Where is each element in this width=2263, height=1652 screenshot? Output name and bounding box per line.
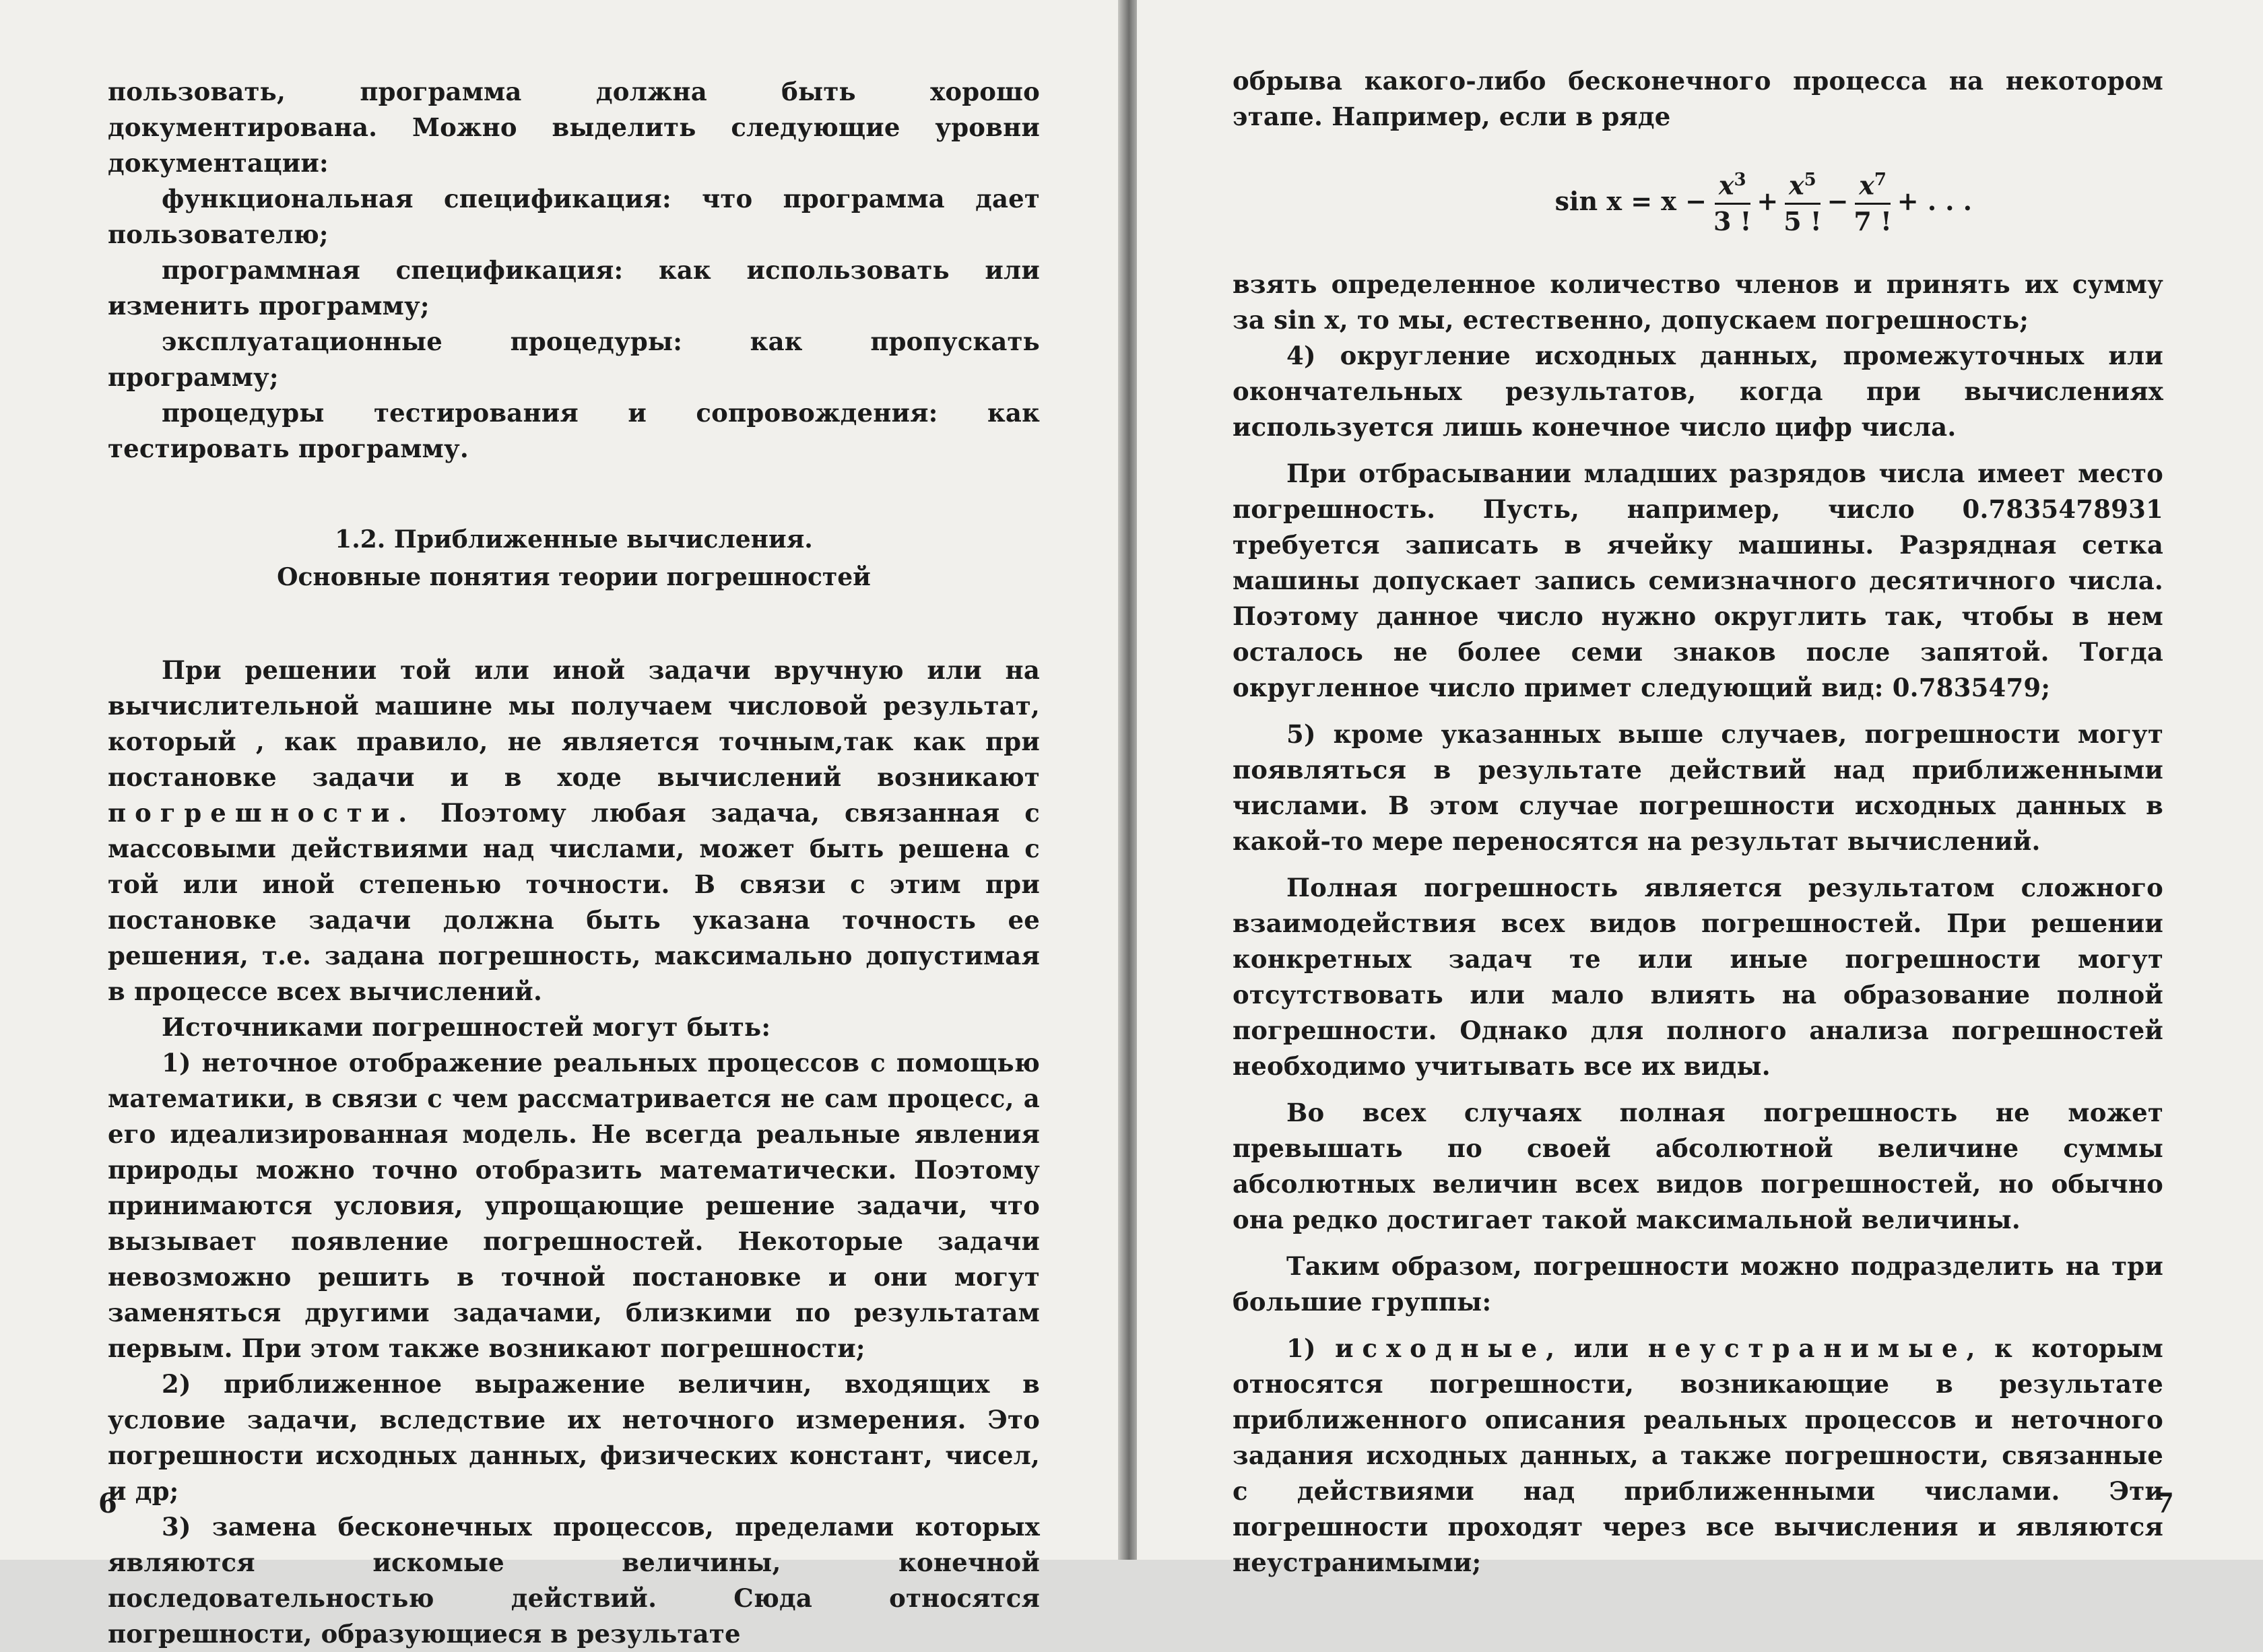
right-paragraph: При отбрасывании младших разрядов числа имеет место погрешность. Пусть, например, число 0.7835478931 требуется записать в ячейку машины. Разрядная сетка машины допускает запись семизначного десятичного числа. Поэтому данное число нужно округлить так, чтобы в нем осталось не более семи знаков после запятой. Тогда округленное число примет следующий вид: 0.7835479; bbox=[1233, 459, 2163, 702]
right-paragraph: 5) кроме указанных выше случаев, погрешности могут появляться в результате действий над приближенными числами. В этом случае погрешности исходных данных в какой-то мере переносятся на результат вычислений. bbox=[1233, 719, 2163, 856]
spaced-term: погрешности. bbox=[108, 798, 416, 828]
right-page bbox=[1137, 0, 2263, 1577]
left-paragraph: программная спецификация: как использовать или изменить программу; bbox=[108, 255, 1040, 321]
section-heading bbox=[108, 521, 1040, 596]
right-paragraph bbox=[1233, 1331, 2163, 1581]
right-paragraph: Таким образом, погрешности можно подразделить на три большие группы: bbox=[1233, 1251, 2163, 1317]
formula-tail: + . . . bbox=[1897, 185, 1972, 216]
formula-fraction bbox=[1713, 163, 1751, 238]
left-paragraph: 3) замена бесконечных процессов, пределами которых являются искомые величины, конечной последовательностью действий. Сюда относятся погрешности, образующиеся в результате bbox=[108, 1512, 1040, 1649]
fraction-denominator: 7 ! bbox=[1854, 205, 1892, 236]
left-paragraph: эксплуатационные процедуры: как пропускать программу; bbox=[108, 327, 1040, 392]
formula-fraction bbox=[1854, 163, 1891, 238]
left-paragraph: процедуры тестирования и сопровождения: как тестировать программу. bbox=[108, 398, 1040, 463]
right-paragraph: взять определенное количество членов и принять их сумму за sin x, то мы, естественно, допускаем погрешность; bbox=[1233, 269, 2163, 335]
section-heading-line2: Основные понятия теории погрешностей bbox=[277, 563, 871, 591]
formula-lhs: sin x = x − bbox=[1554, 185, 1707, 216]
page-number: 7 bbox=[2155, 1488, 2174, 1519]
fraction-numerator: $x^7$ bbox=[1855, 163, 1891, 205]
fraction-numerator: $x^5$ bbox=[1785, 163, 1821, 205]
left-paragraph: функциональная спецификация: что программа дает пользователю; bbox=[108, 184, 1040, 249]
text-run: , к которым относятся погрешности, возникающие в результате приближенного описания реальных процессов и неточного задания исходных данных, а также погрешности, связанные с действиями над приближенными числами. Эти погрешности проходят через все вычисления и являются неустранимыми; bbox=[1233, 1333, 2163, 1577]
fraction-numerator: $x^3$ bbox=[1715, 163, 1750, 205]
fraction-denominator: 5 ! bbox=[1783, 205, 1822, 236]
page-number: 6 bbox=[98, 1488, 117, 1519]
left-paragraph bbox=[108, 653, 1040, 1010]
spaced-term: неустранимые bbox=[1647, 1333, 1967, 1363]
formula-operator: − bbox=[1827, 185, 1849, 216]
left-paragraph: пользовать, программа должна быть хорошо документирована. Можно выделить следующие уровни документации: bbox=[108, 77, 1040, 178]
right-paragraph: обрыва какого-либо бесконечного процесса на некотором этапе. Например, если в ряде bbox=[1233, 66, 2163, 131]
right-paragraph: Во всех случаях полная погрешность не может превышать по своей абсолютной величине суммы абсолютных величин всех видов погрешностей, но обычно она редко достигает такой максимальной величины. bbox=[1233, 1098, 2163, 1234]
spaced-term: исходные bbox=[1335, 1333, 1546, 1363]
text-run: При решении той или иной задачи вручную или на вычислительной машине мы получаем числовой результат, который , как правило, не является точным,так как при постановке задачи и в ходе вычислений возникают bbox=[108, 655, 1040, 792]
left-paragraph: 1) неточное отображение реальных процессов с помощью математики, в связи с чем рассматривается не сам процесс, а его идеализированная модель. Не всегда реальные явления природы можно точно отобразить математически. Поэтому принимаются условия, упрощающие решение задачи, что вызывает появление погрешностей. Некоторые задачи невозможно решить в точной постановке и они могут заменяться другими задачами, близкими по результатам первым. При этом также возникают погрешности; bbox=[108, 1048, 1040, 1363]
formula-fraction bbox=[1783, 163, 1821, 238]
right-paragraph: 4) округление исходных данных, промежуточных или окончательных результатов, когда при вычислениях используется лишь конечное число цифр числа. bbox=[1233, 341, 2163, 442]
formula-operator: + bbox=[1757, 185, 1779, 216]
fraction-denominator: 3 ! bbox=[1713, 205, 1752, 236]
right-paragraph: Полная погрешность является результатом сложного взаимодействия всех видов погрешностей. При решении конкретных задач те или иные погрешности могут отсутствовать или мало влиять на образование полной погрешности. Однако для полного анализа погрешностей необходимо учитывать все их виды. bbox=[1233, 873, 2163, 1081]
sine-series-formula bbox=[1233, 135, 2163, 267]
text-run: Поэтому любая задача, связанная с массовыми действиями над числами, может быть решена с той или иной степенью точности. В связи с этим при постановке задачи должна быть указана точность ее решения, т.е. задана погрешность, максимально допустимая в процессе всех вычислений. bbox=[108, 798, 1040, 1006]
left-paragraph: 2) приближенное выражение величин, входящих в условие задачи, вследствие их неточного измерения. Это погрешности исходных данных, физических констант, чисел, и др; bbox=[108, 1369, 1040, 1506]
left-page bbox=[0, 0, 1123, 1649]
section-heading-line1: 1.2. Приближенные вычисления. bbox=[335, 525, 813, 554]
text-run: 1) bbox=[1286, 1333, 1316, 1363]
left-paragraph: Источниками погрешностей могут быть: bbox=[162, 1012, 771, 1042]
text-run: , или bbox=[1546, 1333, 1629, 1363]
